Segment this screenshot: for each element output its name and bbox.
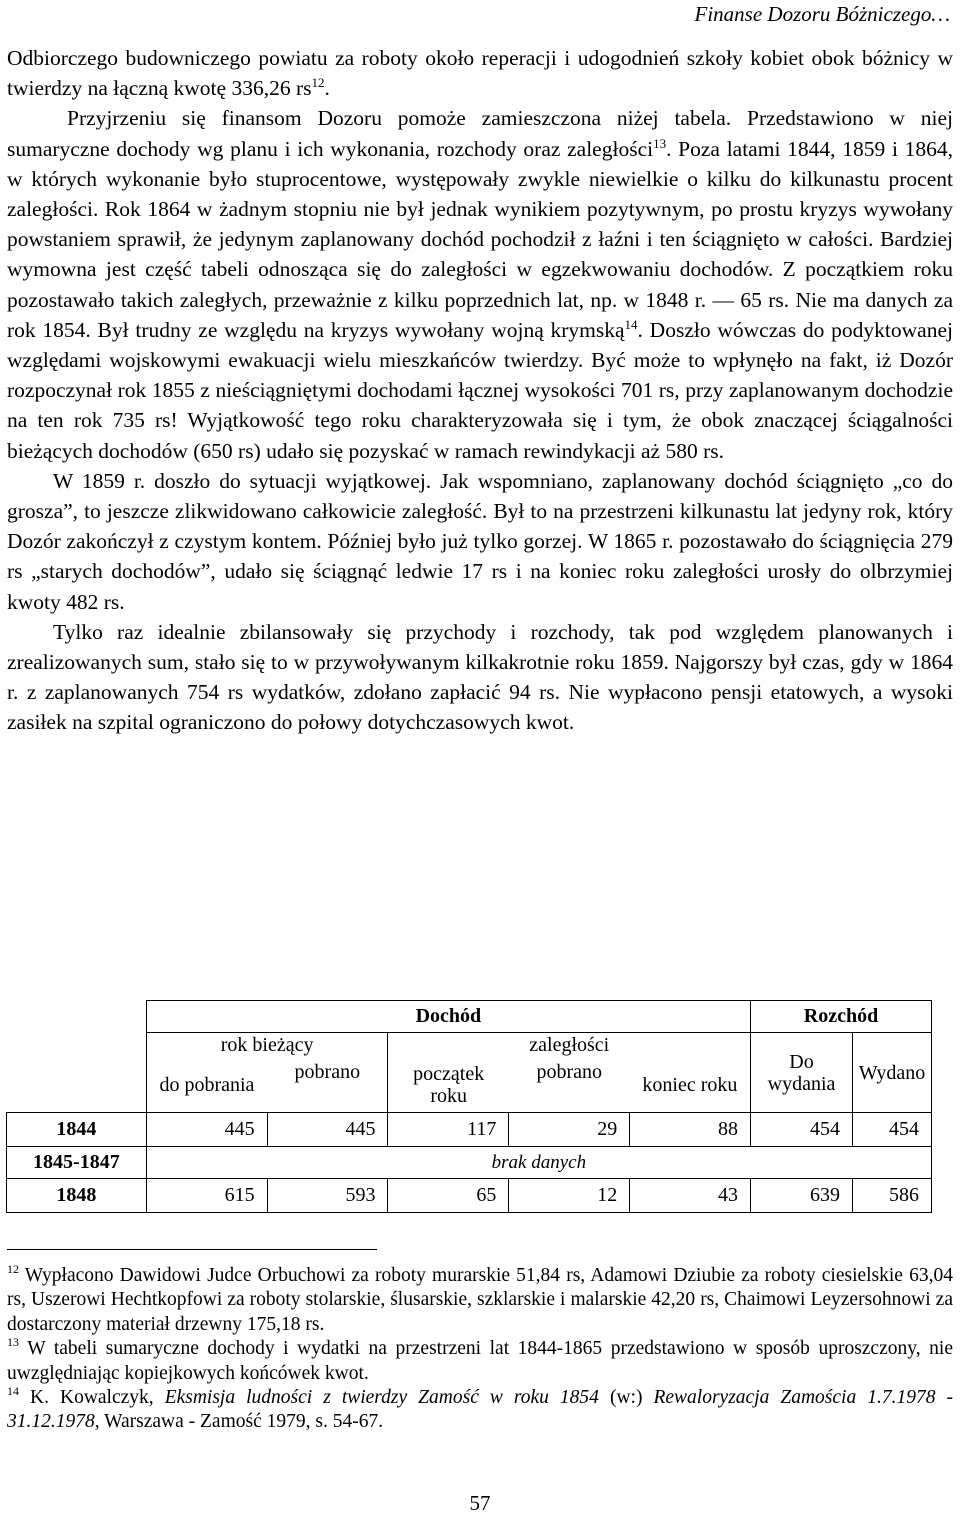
table-cell: 445 (267, 1113, 388, 1147)
col-header-do-pobrania: do pobrania (146, 1059, 267, 1113)
col-header-pobrano: pobrano (267, 1059, 388, 1113)
paragraph (7, 466, 953, 617)
table-cell: 43 (630, 1179, 751, 1213)
footnote-ref: 12 (311, 75, 325, 91)
table-row (7, 1147, 932, 1179)
col-header-koniec-roku: koniec roku (630, 1059, 751, 1113)
table-cell: 65 (388, 1179, 509, 1213)
footnote-number: 12 (7, 1262, 19, 1276)
table-cell: 445 (146, 1113, 267, 1147)
expense-header: Rozchód (751, 1001, 932, 1033)
col-header-poczatek-roku: początek roku (388, 1059, 509, 1113)
col-header-do-wydania: Do wydania (751, 1033, 853, 1113)
text-run: W 1859 r. doszło do sytuacji wyjątkowej. Jak wspomniano, zaplanowany dochód ściągnięto „co do grosza”, to jeszcze zlikwidowano całkowicie zaległość. Był to na przestrzeni kilkunastu lat jedyny rok, który Dozór zakończył z czystym kontem. Później było już tylko gorzej. W 1865 r. pozostawało do ściągnięcia 279 rs „starych dochodów”, udało się ściągnąć ledwie 17 rs i na koniec roku zaległości urosły do olbrzymiej kwoty 482 rs. (7, 468, 953, 614)
footnote (7, 1386, 953, 1435)
row-year: 1844 (7, 1113, 147, 1147)
table-cell: 454 (751, 1113, 853, 1147)
table-row (7, 1179, 932, 1213)
table-cell: 639 (751, 1179, 853, 1213)
text-run: . (324, 76, 330, 101)
italic-text: Eksmisja ludności z twierdzy Zamość w roku 1854 (164, 1387, 599, 1409)
table-cell: 88 (630, 1113, 751, 1147)
col-header-arrears-pobrano: pobrano (509, 1059, 630, 1113)
table-row (7, 1113, 932, 1147)
text-run: Przyjrzeniu się finansom Dozoru pomoże zamieszczona niżej tabela. Przedstawiono w niej sumaryczne dochody wg planu i ich wykonania, rozchody oraz zaległości (7, 106, 953, 161)
footnote (7, 1264, 953, 1337)
page-number: 57 (469, 1491, 491, 1515)
text-run: . Poza latami 1844, 1859 i 1864, w których wykonanie było stuprocentowe, występowały zwykle niewielkie o kilku do kilkunastu procent zaległości. Rok 1864 w żadnym stopniu nie był jednak wynikiem pozytywnym, po prostu kryzys wywołany powstaniem sprawił, że jedynym zaplanowany dochód pochodził z łaźni i ten ściągnięto w całości. Bardziej wymowna jest część tabeli odnosząca się do zaległości w egzekwowaniu dochodów. Z początkiem roku pozostawało takich zaległych, przeważnie z kilku poprzednich lat, np. w 1848 r. — 65 rs. Nie ma danych za rok 1854. Był trudny ze względu na kryzys wywołany wojną krymską (7, 136, 954, 342)
footnote-rule (7, 1249, 377, 1250)
finance-table (6, 1000, 932, 1213)
current-year-header: rok bieżący (146, 1033, 388, 1059)
footnotes (7, 1264, 953, 1435)
no-data-cell: brak danych (146, 1147, 931, 1179)
table-cell: 29 (509, 1113, 630, 1147)
italic-text: Rewaloryzacja Zamościa 1.7.1978 - 31.12.1978 (7, 1387, 953, 1433)
running-header: Finanse Dozoru Bóżniczego… (694, 2, 950, 26)
table-cell: 117 (388, 1113, 509, 1147)
text-run: Wypłacono Dawidowi Judce Orbuchowi za roboty murarskie 51,84 rs, Adamowi Dziubie za roboty ciesielskie 63,04 rs, Uszerowi Hechtkopfowi za roboty stolarskie, ślusarskie, szklarskie i malarskie 42,20 rs, Chaimowi Leyzersohnowi za dostarczony materiał drzewny 175,18 rs. (7, 1265, 953, 1335)
text-run: Odbiorczego budowniczego powiatu za roboty około reperacji i udogodnień szkoły kobiet obok bóżnicy w twierdzy na łączną kwotę 336,26 rs (7, 46, 953, 101)
paragraph (7, 103, 953, 465)
text-run: W tabeli sumaryczne dochody i wydatki na przestrzeni lat 1844-1865 przedstawiono w sposób uproszczony, nie uwzględniając kopiejkowych końcówek kwot. (7, 1338, 953, 1384)
paragraph (7, 43, 953, 103)
table-cell: 586 (852, 1179, 931, 1213)
footnote (7, 1337, 953, 1386)
text-run: (w:) (598, 1387, 654, 1409)
text-run: Tylko raz idealnie zbilansowały się przychody i rozchody, tak pod względem planowanych i zrealizowanych sum, stało się to w przywoływanym kilkakrotnie roku 1859. Najgorszy był czas, gdy w 1864 r. z zaplanowanych 754 rs wydatków, zdołano zapłacić 94 rs. Nie wypłacono pensji etatowych, a wysoki zasiłek na szpital ograniczono do połowy dotychczasowych kwot. (7, 619, 953, 735)
paragraph (7, 617, 953, 738)
table-cell: 454 (852, 1113, 931, 1147)
col-header-wydano: Wydano (852, 1033, 931, 1113)
footnote-number: 14 (7, 1384, 19, 1399)
row-year: 1848 (7, 1179, 147, 1213)
body-text (7, 43, 953, 738)
income-header: Dochód (146, 1001, 750, 1033)
table-cell: 12 (509, 1179, 630, 1213)
footnote-number: 13 (7, 1335, 19, 1350)
arrears-header: zaległości (388, 1033, 751, 1059)
text-run: , Warszawa - Zamość 1979, s. 54-67. (94, 1411, 384, 1433)
table-cell: 593 (267, 1179, 388, 1213)
footnote-ref: 14 (624, 316, 638, 332)
table-cell: 615 (146, 1179, 267, 1213)
footnote-ref: 13 (653, 135, 667, 151)
row-year: 1845-1847 (7, 1147, 147, 1179)
text-run: K. Kowalczyk, (19, 1387, 165, 1409)
text-run: . Doszło wówczas do podyktowanej względami wojskowymi ewakuacji wielu mieszkańców twierdzy. Być może to wpłynęło na fakt, iż Dozór rozpoczynał rok 1855 z nieściągniętymi dochodami łącznej wysokości 701 rs, przy zaplanowanym dochodzie na ten rok 735 rs! Wyjątkowość tego roku charakteryzowała się i tym, że obok znaczącej ściągalności bieżących dochodów (650 rs) udało się pozyskać w ramach rewindykacji aż 580 rs. (7, 317, 953, 463)
